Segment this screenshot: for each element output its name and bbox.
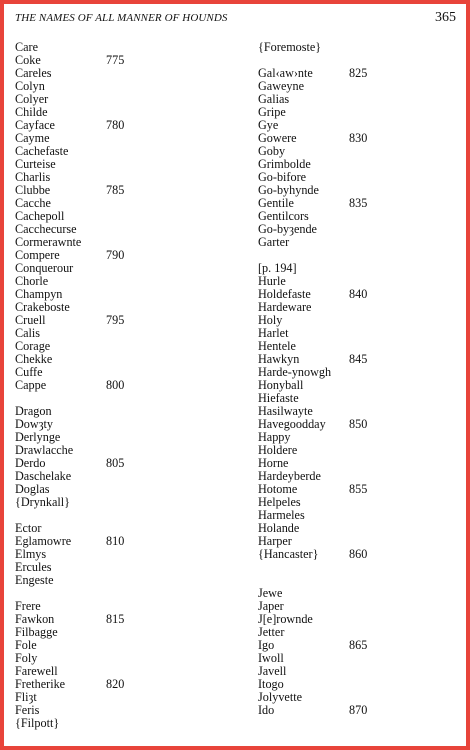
hound-name: Jetter	[258, 625, 285, 639]
hound-name: Dowȝty	[15, 417, 53, 431]
hound-name-line	[258, 548, 458, 561]
hound-name: Charlis	[15, 170, 51, 184]
hound-name-line	[258, 561, 458, 574]
hound-name: Cayme	[15, 131, 50, 145]
line-number: 780	[106, 118, 125, 132]
hound-name: Iwoll	[258, 651, 284, 665]
hound-name: Happy	[258, 430, 291, 444]
hound-name: Engeste	[15, 573, 54, 587]
hound-name-line	[15, 509, 235, 522]
line-number: 810	[106, 534, 125, 548]
hound-name: Horne	[258, 456, 289, 470]
hound-name: Chorle	[15, 274, 49, 288]
hound-name-line	[15, 366, 235, 379]
hound-name-line	[258, 652, 458, 665]
line-number: 825	[349, 66, 368, 80]
hound-name-line	[15, 444, 235, 457]
hound-name: Grimbolde	[258, 157, 311, 171]
hound-name-line	[258, 444, 458, 457]
running-head: THE NAMES OF ALL MANNER OF HOUNDS	[15, 12, 228, 24]
hound-name-line	[258, 574, 458, 587]
hound-name: Helpeles	[258, 495, 301, 509]
hound-name: Hardeware	[258, 300, 312, 314]
hound-name: Goby	[258, 144, 286, 158]
hound-name: Cappe	[15, 378, 47, 392]
hound-name: Gripe	[258, 105, 286, 119]
hound-name: Hardeyberde	[258, 469, 321, 483]
hound-name-line	[258, 93, 458, 106]
hound-name-line	[15, 587, 235, 600]
hound-name: Honyball	[258, 378, 304, 392]
hound-name: Gal‹aw›nte	[258, 66, 313, 80]
hound-name: Fole	[15, 638, 37, 652]
hound-name-line	[15, 535, 235, 548]
hound-name-line	[15, 626, 235, 639]
hound-name-line	[15, 717, 235, 730]
hound-name: Foly	[15, 651, 38, 665]
hound-name: Holy	[258, 313, 283, 327]
hound-name: Itogo	[258, 677, 284, 691]
hound-name: Cayface	[15, 118, 55, 132]
hound-name: Jewe	[258, 586, 283, 600]
line-number: 795	[106, 313, 125, 327]
hound-name: Curteise	[15, 157, 56, 171]
hound-name: Corage	[15, 339, 51, 353]
hound-name: Fawkon	[15, 612, 55, 626]
hound-name: Drawlacche	[15, 443, 74, 457]
hound-name: Cachepoll	[15, 209, 65, 223]
hound-name: Cachefaste	[15, 144, 69, 158]
hound-name: J[e]rownde	[258, 612, 313, 626]
line-number: 870	[349, 703, 368, 717]
line-number: 830	[349, 131, 368, 145]
hound-name: Havegoodday	[258, 417, 326, 431]
hound-name: Compere	[15, 248, 60, 262]
left-name-column	[15, 41, 235, 730]
hound-name-line	[258, 665, 458, 678]
hound-name: Japer	[258, 599, 284, 613]
hound-name: Gye	[258, 118, 279, 132]
hound-name: Cormerawnte	[15, 235, 82, 249]
hound-name: Conquerour	[15, 261, 74, 275]
hound-name: Chekke	[15, 352, 53, 366]
hound-name: Care	[15, 40, 39, 54]
hound-name: Ector	[15, 521, 42, 535]
hound-name: Gaweyne	[258, 79, 305, 93]
hound-name-line	[15, 639, 235, 652]
hound-name: {Hancaster}	[258, 547, 319, 561]
hound-name-line	[258, 613, 458, 626]
hound-name: Fretherike	[15, 677, 66, 691]
hound-name: Farewell	[15, 664, 58, 678]
hound-name-line	[15, 574, 235, 587]
hound-name: Daschelake	[15, 469, 72, 483]
hound-name-line	[15, 301, 235, 314]
hound-name: Feris	[15, 703, 40, 717]
hound-name-line	[258, 106, 458, 119]
line-number: 850	[349, 417, 368, 431]
hound-name-line	[258, 132, 458, 145]
hound-name: {Foremoste}	[258, 40, 322, 54]
hound-name: Crakeboste	[15, 300, 70, 314]
hound-name-line	[15, 353, 235, 366]
hound-name: Harmeles	[258, 508, 305, 522]
hound-name-line	[15, 314, 235, 327]
hound-name-line	[15, 67, 235, 80]
line-number: 820	[106, 677, 125, 691]
line-number: 855	[349, 482, 368, 496]
hound-name-line	[15, 262, 235, 275]
line-number: 845	[349, 352, 368, 366]
hound-name: Igo	[258, 638, 275, 652]
line-number: 805	[106, 456, 125, 470]
hound-name: Frere	[15, 599, 41, 613]
hound-name-line	[15, 379, 235, 392]
page-number: 365	[435, 10, 456, 25]
right-name-column	[258, 41, 458, 717]
hound-name: Holdefaste	[258, 287, 311, 301]
line-number: 860	[349, 547, 368, 561]
hound-name: Coke	[15, 53, 41, 67]
hound-name: Hiefaste	[258, 391, 299, 405]
hound-name: Go-byȝende	[258, 222, 317, 236]
hound-name: Eglamowre	[15, 534, 72, 548]
hound-name: Fliȝt	[15, 690, 37, 704]
hound-name: Cuffe	[15, 365, 43, 379]
hound-name: Hurle	[258, 274, 286, 288]
hound-name: [p. 194]	[258, 261, 297, 275]
hound-name-line	[15, 80, 235, 93]
hound-name: Go-byhynde	[258, 183, 319, 197]
hound-name-line	[15, 691, 235, 704]
page-header	[15, 12, 456, 30]
hound-name: Cruell	[15, 313, 46, 327]
hound-name: Gentile	[258, 196, 294, 210]
hound-name: Jolyvette	[258, 690, 303, 704]
hound-name: Elmys	[15, 547, 47, 561]
line-number: 835	[349, 196, 368, 210]
hound-name-line	[15, 496, 235, 509]
hound-name: Cacchecurse	[15, 222, 77, 236]
hound-name-line	[258, 587, 458, 600]
hound-name: Ido	[258, 703, 275, 717]
line-number: 865	[349, 638, 368, 652]
hound-name: Calis	[15, 326, 41, 340]
hound-name: Derlynge	[15, 430, 61, 444]
hound-name: Dragon	[15, 404, 52, 418]
hound-name: Garter	[258, 235, 290, 249]
hound-name: Derdo	[15, 456, 46, 470]
hound-name: Harper	[258, 534, 292, 548]
line-number: 790	[106, 248, 125, 262]
hound-name: Hasilwayte	[258, 404, 313, 418]
hound-name: Ercules	[15, 560, 52, 574]
hound-name: Hotome	[258, 482, 298, 496]
hound-name-line	[15, 678, 235, 691]
hound-name-line	[15, 93, 235, 106]
hound-name: Cacche	[15, 196, 51, 210]
hound-name: Filbagge	[15, 625, 58, 639]
hound-name-line	[258, 236, 458, 249]
hound-name-line	[15, 41, 235, 54]
hound-name-line	[258, 704, 458, 717]
hound-name: Harlet	[258, 326, 289, 340]
line-number: 785	[106, 183, 125, 197]
line-number: 840	[349, 287, 368, 301]
hound-name: Childe	[15, 105, 48, 119]
hound-name: Champyn	[15, 287, 63, 301]
hound-name: Colyer	[15, 92, 49, 106]
hound-name-line	[258, 314, 458, 327]
hound-name: Clubbe	[15, 183, 51, 197]
hound-name: Doglas	[15, 482, 50, 496]
hound-name: Holande	[258, 521, 300, 535]
hound-name: {Drynkall}	[15, 495, 71, 509]
hound-name: Javell	[258, 664, 287, 678]
hound-name: Gentilcors	[258, 209, 309, 223]
hound-name: {Filpott}	[15, 716, 60, 730]
hound-name-line	[258, 639, 458, 652]
hound-name: Hentele	[258, 339, 296, 353]
hound-name: Harde-ynowgh	[258, 365, 332, 379]
line-number: 815	[106, 612, 125, 626]
hound-name: Careles	[15, 66, 52, 80]
hound-name: Galias	[258, 92, 290, 106]
hound-name: Colyn	[15, 79, 45, 93]
line-number: 800	[106, 378, 125, 392]
hound-name: Holdere	[258, 443, 298, 457]
hound-name: Hawkyn	[258, 352, 300, 366]
line-number: 775	[106, 53, 125, 67]
hound-name-line	[258, 262, 458, 275]
hound-name: Go-bifore	[258, 170, 307, 184]
hound-name-line	[258, 41, 458, 54]
hound-name-line	[258, 301, 458, 314]
hound-name: Gowere	[258, 131, 297, 145]
